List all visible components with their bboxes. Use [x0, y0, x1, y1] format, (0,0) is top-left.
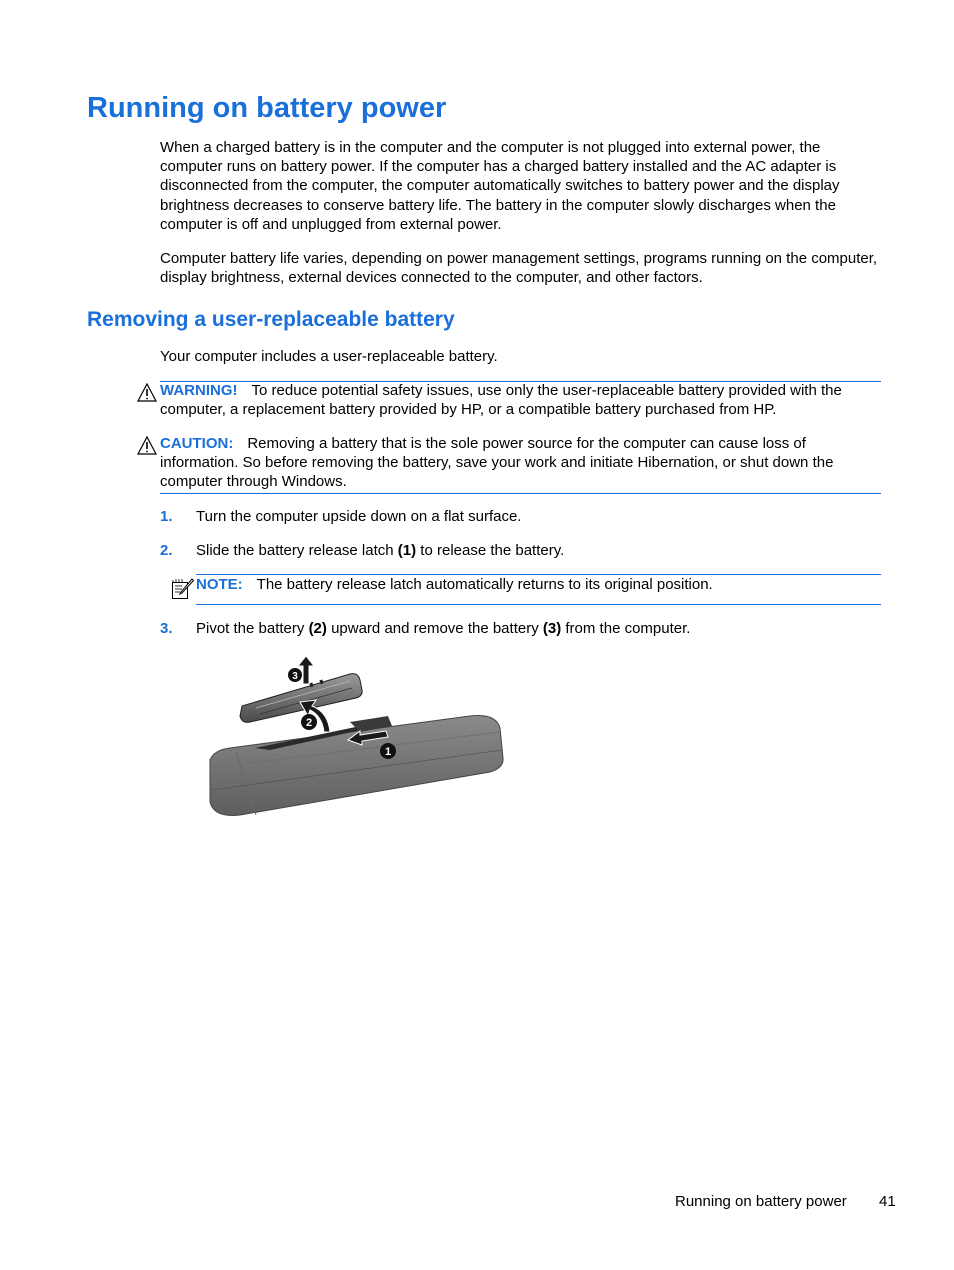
svg-text:2: 2 — [305, 717, 313, 729]
intro-paragraph-2: Computer battery life varies, depending on power management settings, programs running on the computer, display brightness, external devices connected to the computer, and other factors. — [160, 250, 878, 287]
callout-ref-3: (3) — [542, 620, 562, 637]
page-title: Running on battery power — [87, 92, 447, 124]
callout-ref-1: (1) — [397, 542, 417, 559]
section-heading: Removing a user-replaceable battery — [87, 308, 455, 331]
svg-text:1: 1 — [384, 746, 392, 758]
warning-triangle-icon — [137, 383, 157, 402]
section-intro: Your computer includes a user-replaceable battery. — [160, 348, 498, 365]
note-label: NOTE: — [196, 576, 243, 593]
step-2-number: 2. — [160, 542, 173, 559]
step-3-number: 3. — [160, 620, 173, 637]
battery-pack — [240, 674, 362, 723]
caution-label: CAUTION: — [160, 435, 234, 452]
step-1-text: Turn the computer upside down on a flat surface. — [196, 508, 522, 525]
footer-section-name: Running on battery power — [675, 1193, 847, 1210]
step-3-text: Pivot the battery (2) upward and remove the battery (3) from the computer. — [196, 620, 691, 637]
note-block — [196, 575, 882, 594]
warning-label: WARNING! — [160, 382, 238, 399]
intro-paragraph-1: When a charged battery is in the computer and the computer is not plugged into external power, the computer runs on battery power. If the computer has a charged battery installed and the AC adapter is disconnected from the computer, the computer automatically switches to battery power and the display brightness decreases to conserve battery life. The battery in the computer slowly discharges when the computer is off and unplugged from external power. — [160, 139, 840, 233]
caution-text: Removing a battery that is the sole power source for the computer can cause loss of information. So before removing the battery, save your work and initiate Hibernation, or shut down the computer through Windows. — [160, 435, 834, 491]
caution-block — [160, 434, 882, 492]
svg-text:3: 3 — [292, 671, 298, 682]
note-text: The battery release latch automatically returns to its original position. — [256, 576, 713, 593]
note-bottom-rule — [196, 604, 881, 605]
callout-ref-2: (2) — [308, 620, 327, 637]
step-1-number: 1. — [160, 508, 173, 525]
laptop-base — [210, 716, 503, 816]
step-2-text: Slide the battery release latch (1) to release the battery. — [196, 542, 565, 559]
callout-3 — [288, 668, 302, 682]
note-pencil-icon — [170, 576, 194, 600]
warning-block — [160, 381, 882, 419]
caution-bottom-rule — [160, 493, 881, 494]
footer-page-number: 41 — [879, 1193, 896, 1210]
warning-text: To reduce potential safety issues, use only the user-replaceable battery provided with the computer, a replacement battery provided by HP, or a compatible battery purchased from HP. — [160, 382, 842, 419]
remove-arrow-icon — [298, 656, 314, 684]
battery-removal-illustration — [200, 650, 510, 822]
caution-triangle-icon — [137, 436, 157, 455]
callout-2 — [301, 714, 317, 730]
callout-1 — [380, 743, 396, 759]
